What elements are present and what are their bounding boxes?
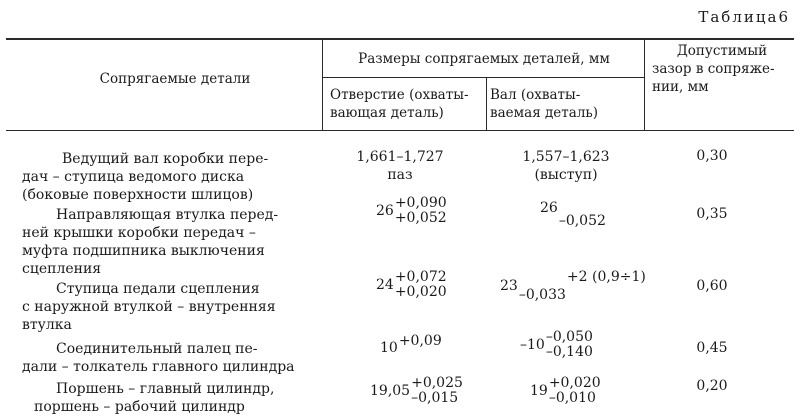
header-sizes: Размеры сопрягаемых деталей, мм [358, 51, 610, 67]
row4-hole: 10+0,09 [380, 333, 442, 356]
header-hole: Отверстие (охваты- вающая деталь) [330, 87, 469, 121]
row1-shaft: 1,557–1,623 (выступ) [522, 149, 610, 183]
table-top-rule [6, 38, 794, 40]
table-row: Поршень – главный цилиндр, поршень – рабочий цилиндр [34, 381, 275, 415]
row3-clearance: 0,60 [696, 278, 728, 294]
row3-hole: 24 +0,072 +0,020 [376, 269, 447, 300]
table-row: Направляющая втулка перед- ней крышки коробки передач – муфта подшипника выключения сцепления [22, 207, 279, 277]
row1-clearance: 0,30 [696, 148, 728, 164]
header-divider-1 [322, 40, 323, 130]
row5-clearance: 0,20 [696, 378, 728, 394]
header-divider-3 [486, 78, 487, 130]
header-sub-rule [322, 77, 644, 78]
table-row: Ступица педали сцепления с наружной втулкой – внутренняя втулка [22, 281, 276, 333]
header-shaft: Вал (охваты- ваемая деталь) [490, 87, 599, 121]
row1-hole: 1,661–1,727 паз [356, 149, 444, 183]
row2-clearance: 0,35 [696, 206, 728, 222]
row3-shaft: 23–0,033+2 (0,9÷1) [500, 269, 646, 303]
row5-hole: 19,05 +0,025 –0,015 [370, 375, 463, 406]
header-parts: Сопрягаемые детали [99, 71, 251, 87]
header-divider-2 [644, 40, 645, 130]
header-clearance: Допустимый зазор в сопряже- нии, мм [652, 43, 775, 95]
row5-shaft: 19 +0,020 –0,010 [530, 375, 601, 406]
row2-shaft: 26–0,052 [540, 200, 606, 229]
table-row: Соединительный палец пе- дали – толкатель главного цилиндра [22, 341, 295, 375]
row2-hole: 26 +0,090 +0,052 [376, 195, 447, 226]
table-caption: Таблица6 [698, 8, 790, 26]
row4-clearance: 0,45 [696, 340, 728, 356]
row4-shaft: –10 –0,050 –0,140 [520, 329, 593, 360]
header-bottom-rule [6, 130, 794, 131]
table-row: Ведущий вал коробки пере- дач – ступица ведомого диска (боковые поверхности шлицов) [22, 151, 269, 203]
